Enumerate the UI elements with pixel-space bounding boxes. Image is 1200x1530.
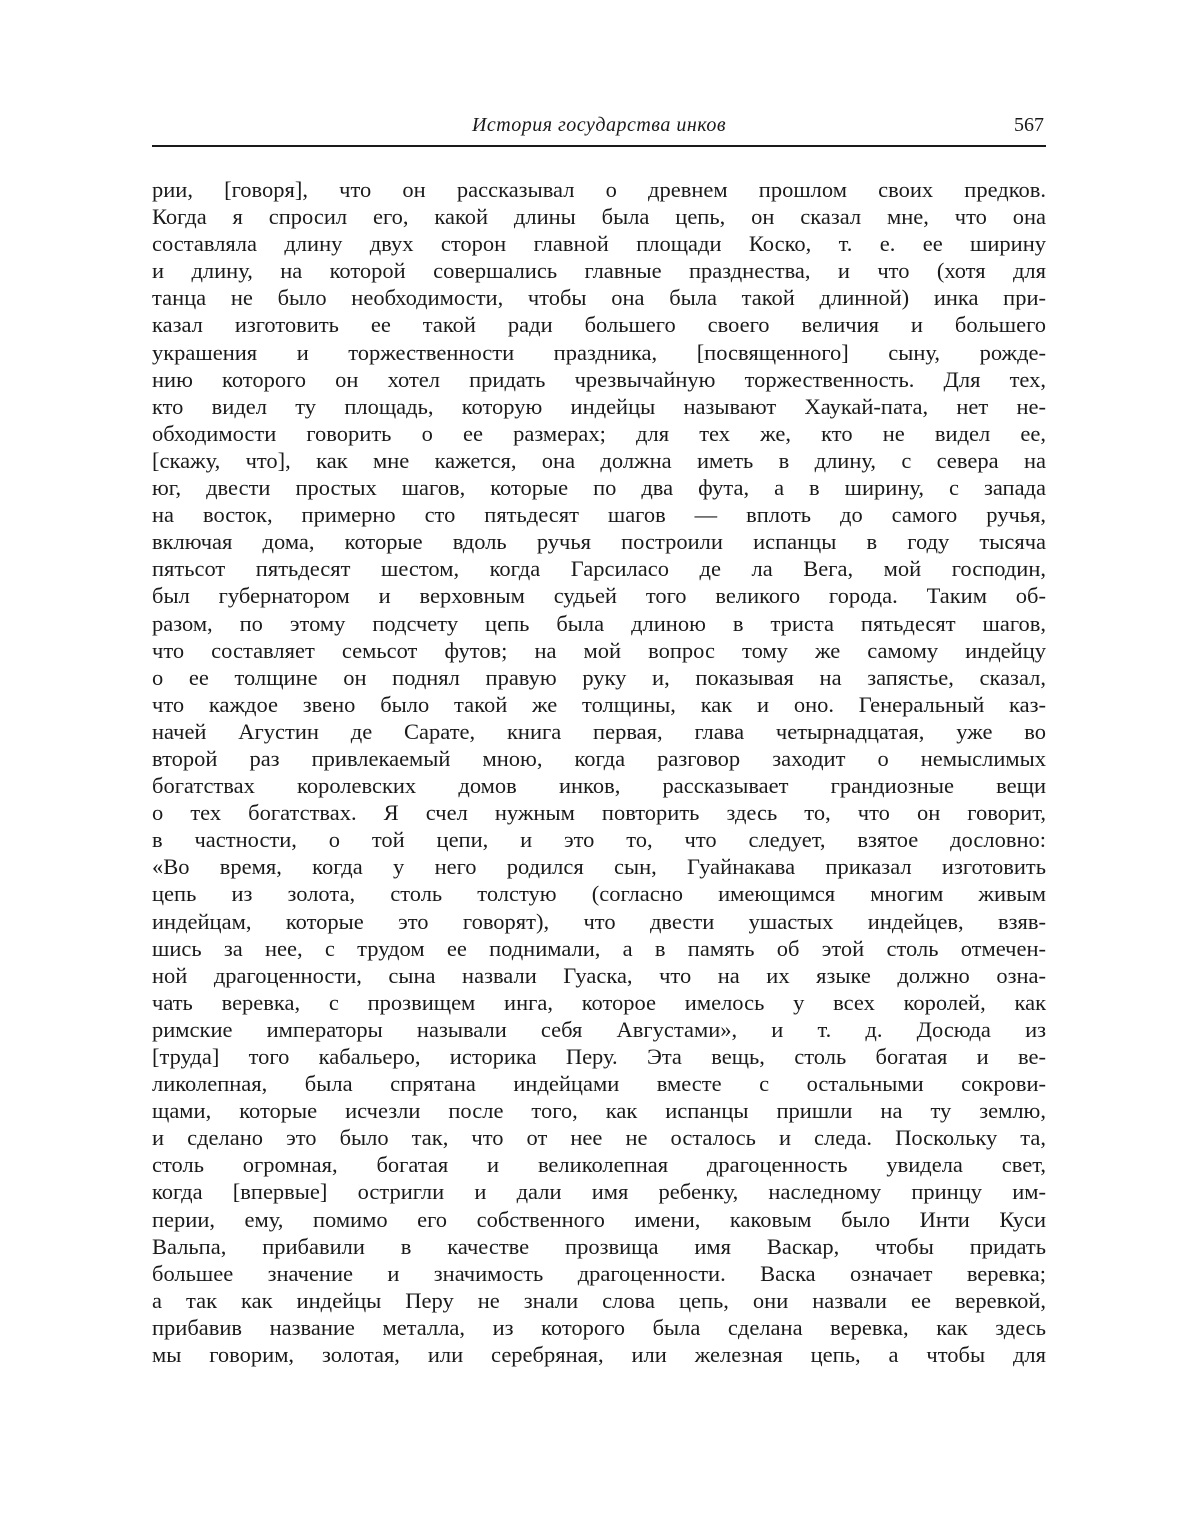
text-line: включая дома, которые вдоль ручья построили испанцы в году тысяча [152, 529, 1046, 555]
text-line: разом, по этому подсчету цепь была длиною в триста пятьдесят шагов, [152, 610, 1046, 636]
text-line: ликолепная, была спрятана индейцами вместе с остальными сокрови- [152, 1071, 1046, 1097]
text-line: кто видел ту площадь, которую индейцы называют Хаукай-пата, нет не- [152, 393, 1046, 419]
text-line: Вальпа, прибавили в качестве прозвища имя Васкар, чтобы придать [152, 1233, 1046, 1259]
text-line: на восток, примерно сто пятьдесят шагов — вплоть до самого ручья, [152, 502, 1046, 528]
text-line: составляла длину двух сторон главной площади Коско, т. е. ее ширину [152, 231, 1046, 257]
text-line: о тех богатствах. Я счел нужным повторить здесь то, что он говорит, [152, 800, 1046, 826]
text-line: [труда] того кабальеро, историка Перу. Эта вещь, столь богатая и ве- [152, 1044, 1046, 1069]
text-line: [скажу, что], как мне кажется, она должна иметь в длину, с севера на [152, 447, 1046, 473]
body-text [152, 176, 1046, 1368]
text-line: и длину, на которой совершались главные празднества, и что (хотя для [152, 258, 1046, 284]
text-line: был губернатором и верховным судьей того великого города. Таким об- [152, 583, 1046, 609]
text-line: шись за нее, с трудом ее поднимали, а в память об этой столь отмечен- [152, 935, 1046, 961]
running-title: История государства инков [471, 114, 727, 136]
text-line: украшения и торжественности праздника, [посвященного] сыну, рожде- [152, 339, 1046, 365]
text-line: индейцам, которые это говорят), что двести ушастых индейцев, взяв- [152, 908, 1046, 934]
text-line: о ее толщине он поднял правую руку и, показывая на запястье, сказал, [152, 664, 1046, 690]
text-line: мы говорим, золотая, или серебряная, или железная цепь, а чтобы для [152, 1342, 1046, 1368]
text-line: когда [впервые] остригли и дали имя ребенку, наследному принцу им- [152, 1179, 1046, 1205]
text-line: римские императоры называли себя Августами», и т. д. Досюда из [152, 1016, 1046, 1042]
text-line: и сделано это было так, что от нее не осталось и следа. Поскольку та, [152, 1125, 1046, 1151]
text-line: обходимости говорить о ее размерах; для тех же, кто не видел ее, [152, 420, 1046, 446]
text-line: юг, двести простых шагов, которые по два фута, а в ширину, с запада [152, 475, 1046, 501]
text-line: цепь из золота, столь толстую (согласно имеющимся многим живым [152, 881, 1046, 907]
text-line: богатствах королевских домов инков, рассказывает грандиозные вещи [152, 773, 1046, 799]
text-line: что каждое звено было такой же толщины, как и оно. Генеральный каз- [152, 691, 1046, 717]
text-line: Когда я спросил его, какой длины была цепь, он сказал мне, что она [152, 204, 1046, 230]
text-line: что составляет семьсот футов; на мой вопрос тому же самому индейцу [152, 637, 1046, 663]
text-line: большее значение и значимость драгоценности. Васка означает веревка; [152, 1260, 1046, 1286]
text-line: танца не было необходимости, чтобы она была такой длинной) инка при- [152, 285, 1046, 311]
page-number: 567 [1014, 114, 1044, 136]
text-line: перии, ему, помимо его собственного имени, каковым было Инти Куси [152, 1206, 1046, 1232]
text-line: в частности, о той цепи, и это то, что следует, взятое дословно: [152, 827, 1046, 853]
text-line: нию которого он хотел придать чрезвычайную торжественность. Для тех, [152, 366, 1046, 392]
text-line: «Во время, когда у него родился сын, Гуайнакава приказал изготовить [152, 854, 1046, 880]
header-rule [152, 145, 1046, 147]
text-line: рии, [говоря], что он рассказывал о древнем прошлом своих предков. [152, 177, 1046, 202]
text-line: второй раз привлекаемый мною, когда разговор заходит о немыслимых [152, 745, 1046, 771]
text-line: ной драгоценности, сына назвали Гуаска, что на их языке должно озна- [152, 962, 1046, 988]
text-line: щами, которые исчезли после того, как испанцы пришли на ту землю, [152, 1098, 1046, 1124]
text-line: пятьсот пятьдесят шестом, когда Гарсиласо де ла Вега, мой господин, [152, 556, 1046, 582]
text-line: столь огромная, богатая и великолепная драгоценность увидела свет, [152, 1152, 1046, 1178]
text-line: казал изготовить ее такой ради большего своего величия и большего [152, 312, 1046, 338]
text-line: чать веревка, с прозвищем инга, которое имелось у всех королей, как [152, 989, 1046, 1015]
text-line: начей Агустин де Сарате, книга первая, глава четырнадцатая, уже во [152, 718, 1046, 744]
text-line: а так как индейцы Перу не знали слова цепь, они назвали ее веревкой, [152, 1287, 1046, 1313]
text-line: прибавив название металла, из которого была сделана веревка, как здесь [152, 1314, 1046, 1340]
